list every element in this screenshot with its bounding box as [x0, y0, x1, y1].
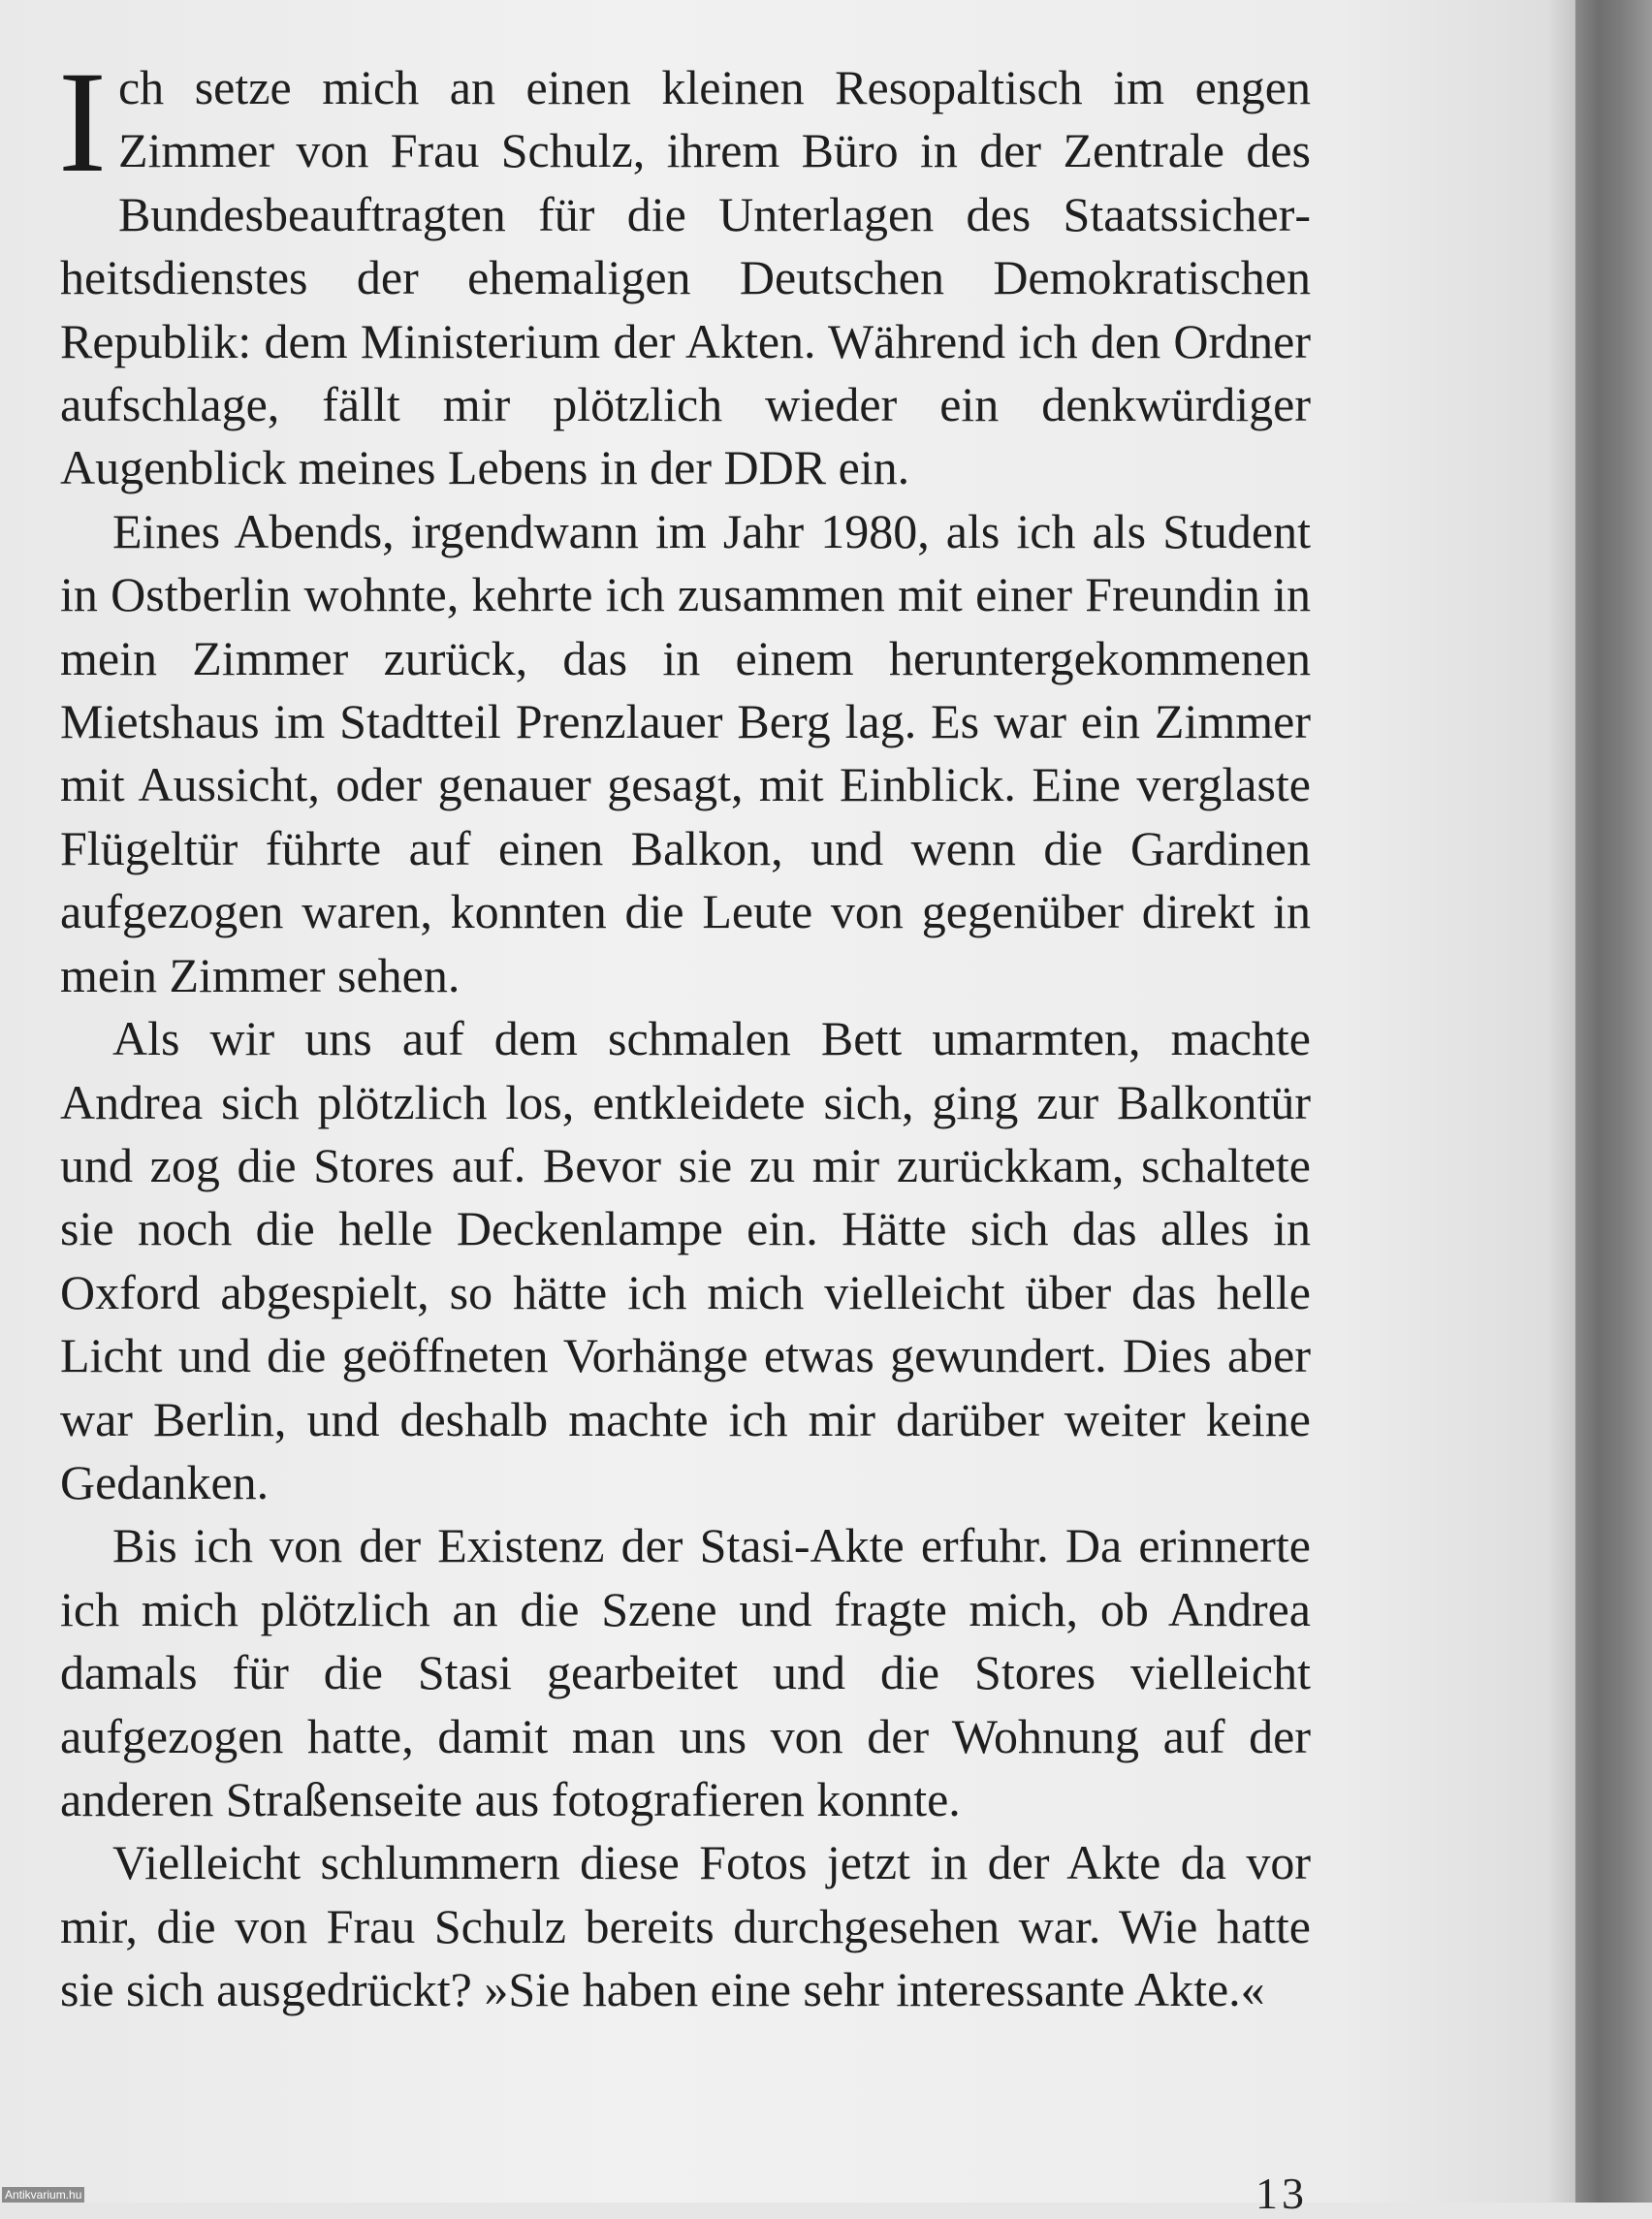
page-number: 13: [1255, 2169, 1308, 2218]
paragraph-1-text: ch setze mich an einen kleinen Resopaltisch im engen Zimmer von Frau Schulz, ihrem Büro in der Zentrale des Bundesbeauftragten für die Unterlagen des Staatssicherheitsdienstes der ehemaligen Deutschen Demokratischen Republik: dem Ministerium der Akten. Während ich den Ordner aufschlage, fällt mir plötzlich wieder ein denkwürdiger Augenblick meines Lebens in der DDR ein.: [60, 60, 1311, 495]
paragraph-3: Als wir uns auf dem schmalen Bett umarmten, machte Andrea sich plötzlich los, entkleidete sich, ging zur Balkontür und zog die Stores auf. Bevor sie zu mir zurückkam, schaltete sie noch die helle Deckenlampe ein. Hätte sich das alles in Oxford abgespielt, so hätte ich mich vielleicht über das helle Licht und die geöffneten Vorhänge etwas gewundert. Dies aber war Berlin, und deshalb machte ich mir darüber weiter keine Gedanken.: [60, 1011, 1311, 1509]
page-gutter-shadow: [1546, 0, 1575, 2203]
page-edge: [1575, 0, 1652, 2203]
paragraph-5: Vielleicht schlummern diese Fotos jetzt in der Akte da vor mir, die von Frau Schulz bereits durchgesehen war. Wie hatte sie sich ausgedrückt? »Sie haben eine sehr interessante Akte.«: [60, 1835, 1311, 2017]
paragraph-1: [58, 42, 1311, 500]
paragraph-2: Eines Abends, irgendwann im Jahr 1980, als ich als Student in Ostberlin wohnte, kehrte ich zusammen mit einer Freundin in mein Zimmer zurück, das in einem heruntergekommenen Mietshaus im Stadtteil Prenzlauer Berg lag. Es war ein Zimmer mit Aussicht, oder genauer gesagt, mit Einblick. Eine verglaste Flügeltür führte auf einen Balkon, und wenn die Gardinen aufgezogen waren, konnten die Leute von gegenüber direkt in mein Zimmer sehen.: [60, 503, 1311, 1002]
body-text: [58, 42, 1311, 2022]
watermark: Antikvarium.hu: [2, 2187, 84, 2203]
paragraph-4: Bis ich von der Existenz der Stasi-Akte erfuhr. Da erinnerte ich mich plötzlich an die Szene und fragte mich, ob Andrea damals für die Stasi gearbeitet und die Stores vielleicht aufgezogen hatte, damit man uns von der Wohnung auf der anderen Straßenseite aus fotografieren konnte.: [60, 1518, 1311, 1826]
drop-cap: I: [58, 42, 107, 203]
